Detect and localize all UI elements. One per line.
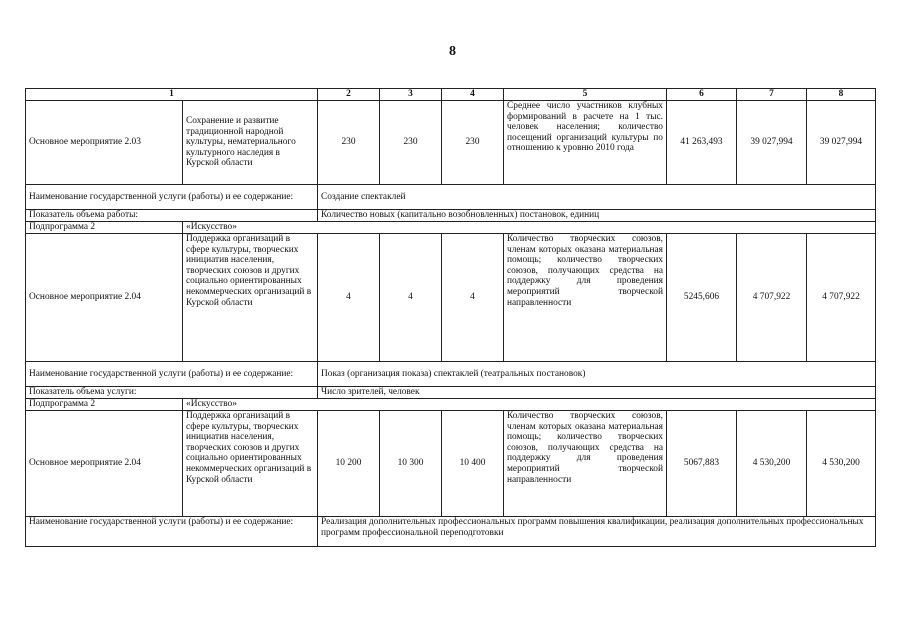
value-col-7: 39 027,994 (737, 101, 807, 185)
volume-value: Количество новых (капитально возобновленных) постановок, единиц (318, 210, 876, 222)
value-col-2: 4 (318, 234, 380, 362)
activity-description: Поддержка организаций в сфере культуры, творческих инициатив населения, творческих союзов и других социально ориентированных некоммерческих организаций в Курской области (183, 234, 318, 362)
program-table (25, 88, 876, 547)
table-row (26, 411, 876, 517)
value-col-3: 4 (380, 234, 442, 362)
service-label: Наименование государственной услуги (работы) и ее содержание: (26, 362, 318, 387)
volume-value: Число зрителей, человек (318, 387, 876, 399)
value-col-4: 4 (442, 234, 504, 362)
activity-label: Основное мероприятие 2.04 (26, 234, 183, 362)
activity-label: Основное мероприятие 2.03 (26, 101, 183, 185)
header-col-3: 3 (380, 89, 442, 101)
table-row (26, 222, 876, 234)
table-row (26, 399, 876, 411)
header-col-2: 2 (318, 89, 380, 101)
value-col-6: 5067,883 (667, 411, 737, 517)
service-value: Реализация дополнительных профессиональных программ повышения квалификации, реализация дополнительных профессиональных программ профессиональной переподготовки (318, 517, 876, 547)
value-col-8: 4 530,200 (807, 411, 876, 517)
table-row (26, 387, 876, 399)
value-col-8: 39 027,994 (807, 101, 876, 185)
subprogram-label: Подпрограмма 2 (26, 222, 183, 234)
activity-description: Поддержка организаций в сфере культуры, творческих инициатив населения, творческих союзов и других социально ориентированных некоммерческих организаций в Курской области (183, 411, 318, 517)
header-col-8: 8 (807, 89, 876, 101)
table-row (26, 185, 876, 210)
activity-label: Основное мероприятие 2.04 (26, 411, 183, 517)
volume-label: Показатель объема услуги: (26, 387, 318, 399)
header-col-1: 1 (26, 89, 318, 101)
value-col-7: 4 530,200 (737, 411, 807, 517)
indicator-text: Количество творческих союзов, членам которых оказана материальная помощь; количество творческих союзов, получающих средства на поддержку для проведения мероприятий творческой направленности (504, 234, 667, 362)
header-col-7: 7 (737, 89, 807, 101)
table-row (26, 101, 876, 185)
table-row (26, 234, 876, 362)
activity-description: Сохранение и развитие традиционной народной культуры, нематериального культурного наследия в Курской области (183, 101, 318, 185)
table-header-row (26, 89, 876, 101)
service-value: Создание спектаклей (318, 185, 876, 210)
service-value: Показ (организация показа) спектаклей (театральных постановок) (318, 362, 876, 387)
value-col-2: 10 200 (318, 411, 380, 517)
subprogram-name: «Искусство» (183, 399, 876, 411)
subprogram-name: «Искусство» (183, 222, 876, 234)
service-label: Наименование государственной услуги (работы) и ее содержание: (26, 517, 318, 547)
indicator-text: Среднее число участников клубных формирований в расчете на 1 тыс. человек населения; количество посещений организаций культуры по отношению к уровню 2010 года (504, 101, 667, 185)
volume-label: Показатель объема работы: (26, 210, 318, 222)
service-label: Наименование государственной услуги (работы) и ее содержание: (26, 185, 318, 210)
value-col-4: 230 (442, 101, 504, 185)
header-col-6: 6 (667, 89, 737, 101)
table-row (26, 517, 876, 547)
table-row (26, 210, 876, 222)
indicator-text: Количество творческих союзов, членам которых оказана материальная помощь; количество творческих союзов, получающих средства на поддержку для проведения мероприятий творческой направленности (504, 411, 667, 517)
page-number: 8 (449, 44, 456, 59)
value-col-3: 230 (380, 101, 442, 185)
value-col-8: 4 707,922 (807, 234, 876, 362)
header-col-5: 5 (504, 89, 667, 101)
table-row (26, 362, 876, 387)
header-col-4: 4 (442, 89, 504, 101)
value-col-2: 230 (318, 101, 380, 185)
value-col-6: 41 263,493 (667, 101, 737, 185)
subprogram-label: Подпрограмма 2 (26, 399, 183, 411)
value-col-4: 10 400 (442, 411, 504, 517)
value-col-6: 5245,606 (667, 234, 737, 362)
value-col-3: 10 300 (380, 411, 442, 517)
value-col-7: 4 707,922 (737, 234, 807, 362)
